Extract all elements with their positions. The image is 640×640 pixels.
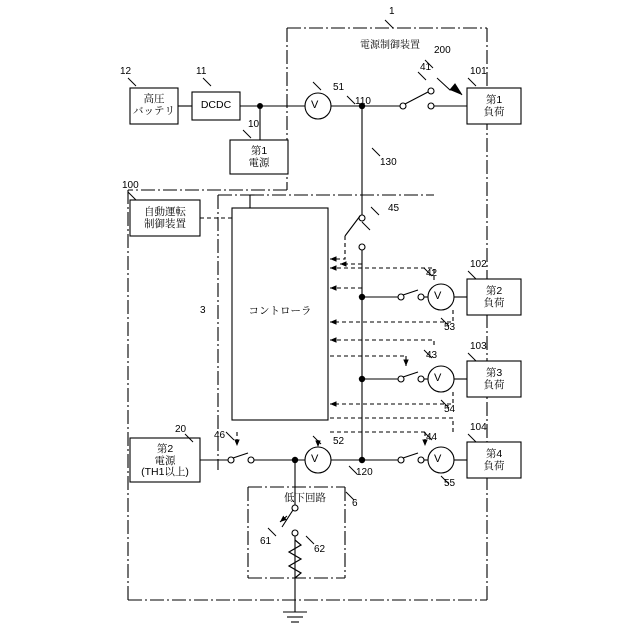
load3-label: 第3 負荷 bbox=[483, 367, 505, 392]
ref-12: 12 bbox=[120, 66, 132, 77]
ref-42: 42 bbox=[426, 268, 438, 279]
ref-1: 1 bbox=[389, 6, 395, 17]
meter-53-symbol: V bbox=[434, 290, 442, 302]
ref-100: 100 bbox=[122, 180, 139, 191]
ref-46: 46 bbox=[214, 430, 226, 441]
meter-54-symbol: V bbox=[434, 372, 442, 384]
ref-53: 53 bbox=[444, 322, 456, 333]
ref-43: 43 bbox=[426, 350, 438, 361]
ref-41: 41 bbox=[420, 62, 432, 73]
ref-61: 61 bbox=[260, 536, 272, 547]
ref-110: 110 bbox=[355, 96, 371, 107]
high-voltage-battery-label: 高圧 バッテリ bbox=[133, 93, 175, 118]
meter-52-symbol: V bbox=[311, 453, 319, 465]
first-power-supply-label: 第1 電源 bbox=[248, 145, 270, 170]
ref-52: 52 bbox=[333, 436, 345, 447]
controller-label: コントローラ bbox=[248, 305, 312, 317]
load4-label: 第4 負荷 bbox=[483, 448, 505, 473]
power-control-unit-title: 電源制御装置 bbox=[360, 40, 420, 51]
ref-11: 11 bbox=[196, 66, 207, 77]
ref-54: 54 bbox=[444, 404, 456, 415]
ref-101: 101 bbox=[470, 66, 487, 77]
load1-label: 第1 負荷 bbox=[483, 94, 505, 119]
ref-200: 200 bbox=[434, 45, 451, 56]
ref-10: 10 bbox=[248, 119, 260, 130]
load2-label: 第2 負荷 bbox=[483, 285, 505, 310]
ref-103: 103 bbox=[470, 341, 487, 352]
ref-6: 6 bbox=[352, 498, 358, 509]
ref-44: 44 bbox=[426, 432, 438, 443]
ref-130: 130 bbox=[380, 157, 397, 168]
ref-62: 62 bbox=[314, 544, 326, 555]
ref-20: 20 bbox=[175, 424, 187, 435]
meter-51-symbol: V bbox=[311, 99, 319, 111]
ref-55: 55 bbox=[444, 478, 456, 489]
second-power-supply-label: 第2 電源 (TH1以上) bbox=[141, 443, 189, 479]
ref-104: 104 bbox=[470, 422, 487, 433]
ref-3: 3 bbox=[200, 305, 206, 316]
auto-drive-unit-label: 自動運転 制御装置 bbox=[144, 206, 186, 231]
ref-45: 45 bbox=[388, 203, 400, 214]
ref-120: 120 bbox=[356, 467, 373, 478]
ref-51: 51 bbox=[333, 82, 345, 93]
drop-circuit-label: 低下回路 bbox=[284, 492, 326, 504]
dcdc-label: DCDC bbox=[200, 99, 232, 111]
meter-55-symbol: V bbox=[434, 453, 442, 465]
ref-102: 102 bbox=[470, 259, 487, 270]
